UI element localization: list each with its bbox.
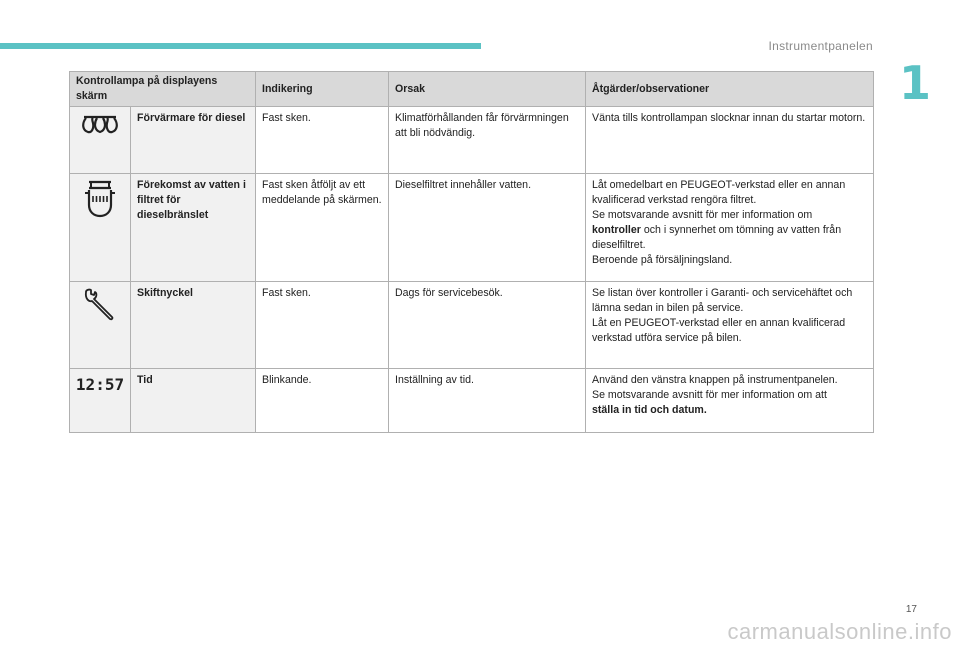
- lamp-icon-cell: [70, 282, 131, 369]
- lamp-name: Förekomst av vatten i filtret för dieselbränslet: [131, 174, 256, 282]
- cause-cell: Inställning av tid.: [389, 369, 586, 433]
- clock-display-text: 12:57: [76, 375, 124, 394]
- action-text: Se motsvarande avsnitt för mer information om att: [592, 389, 827, 401]
- watermark: carmanualsonline.info: [727, 619, 952, 644]
- lamp-icon-cell: [70, 174, 131, 282]
- section-title: Instrumentpanelen: [768, 39, 873, 53]
- action-text: Vänta tills kontrollampan slocknar innan du startar motorn.: [592, 112, 866, 124]
- action-text: Använd den vänstra knappen på instrumentpanelen.: [592, 374, 838, 386]
- wrench-icon: [80, 286, 120, 322]
- action-bold-reference: kontroller: [592, 224, 641, 236]
- column-header-action: Åtgärder/observationer: [586, 72, 874, 107]
- cause-cell: Dags för servicebesök.: [389, 282, 586, 369]
- lamp-name: Skiftnyckel: [131, 282, 256, 369]
- action-cell: [586, 174, 874, 282]
- action-bold-reference: ställa in tid och datum.: [592, 404, 707, 416]
- indication-cell: Fast sken.: [256, 282, 389, 369]
- water-in-fuel-filter-icon: [80, 178, 120, 220]
- chapter-marker: [899, 56, 932, 110]
- action-text: och i synnerhet om tömning av vatten från dieselfiltret.: [592, 224, 842, 251]
- action-text: Se motsvarande avsnitt för mer information om: [592, 209, 813, 221]
- chapter-number: 1: [899, 56, 932, 110]
- table-row: [70, 107, 874, 174]
- action-text: Låt en PEUGEOT-verkstad eller en annan kvalificerad verkstad utföra service på bilen.: [592, 317, 846, 344]
- action-cell: [586, 282, 874, 369]
- indication-cell: Fast sken åtföljt av ett meddelande på skärmen.: [256, 174, 389, 282]
- lamp-name: Tid: [131, 369, 256, 433]
- action-cell: [586, 107, 874, 174]
- table-row: [70, 369, 874, 433]
- lamp-icon-cell: [70, 107, 131, 174]
- warning-lamp-table: [69, 71, 874, 433]
- indication-cell: Blinkande.: [256, 369, 389, 433]
- action-text: Se listan över kontroller i Garanti- och servicehäftet och lämna sedan in bilen på service.: [592, 287, 853, 314]
- column-header-cause: Orsak: [389, 72, 586, 107]
- action-text: Beroende på försäljningsland.: [592, 254, 733, 266]
- lamp-name: Förvärmare för diesel: [131, 107, 256, 174]
- glow-plug-icon: [80, 111, 120, 137]
- header-accent-bar: [0, 43, 481, 49]
- table-header-row: [70, 72, 874, 107]
- page-number: 17: [905, 604, 917, 615]
- cause-cell: Klimatförhållanden får förvärmningen att bli nödvändig.: [389, 107, 586, 174]
- table-row: [70, 282, 874, 369]
- action-cell: [586, 369, 874, 433]
- action-text: Låt omedelbart en PEUGEOT-verkstad eller en annan kvalificerad verkstad rengöra filtret.: [592, 179, 846, 206]
- clock-display-icon: [76, 373, 124, 395]
- indication-cell: Fast sken.: [256, 107, 389, 174]
- table-row: [70, 174, 874, 282]
- column-header-lamp: Kontrollampa på displayens skärm: [70, 72, 256, 107]
- lamp-icon-cell: [70, 369, 131, 433]
- cause-cell: Dieselfiltret innehåller vatten.: [389, 174, 586, 282]
- column-header-indication: Indikering: [256, 72, 389, 107]
